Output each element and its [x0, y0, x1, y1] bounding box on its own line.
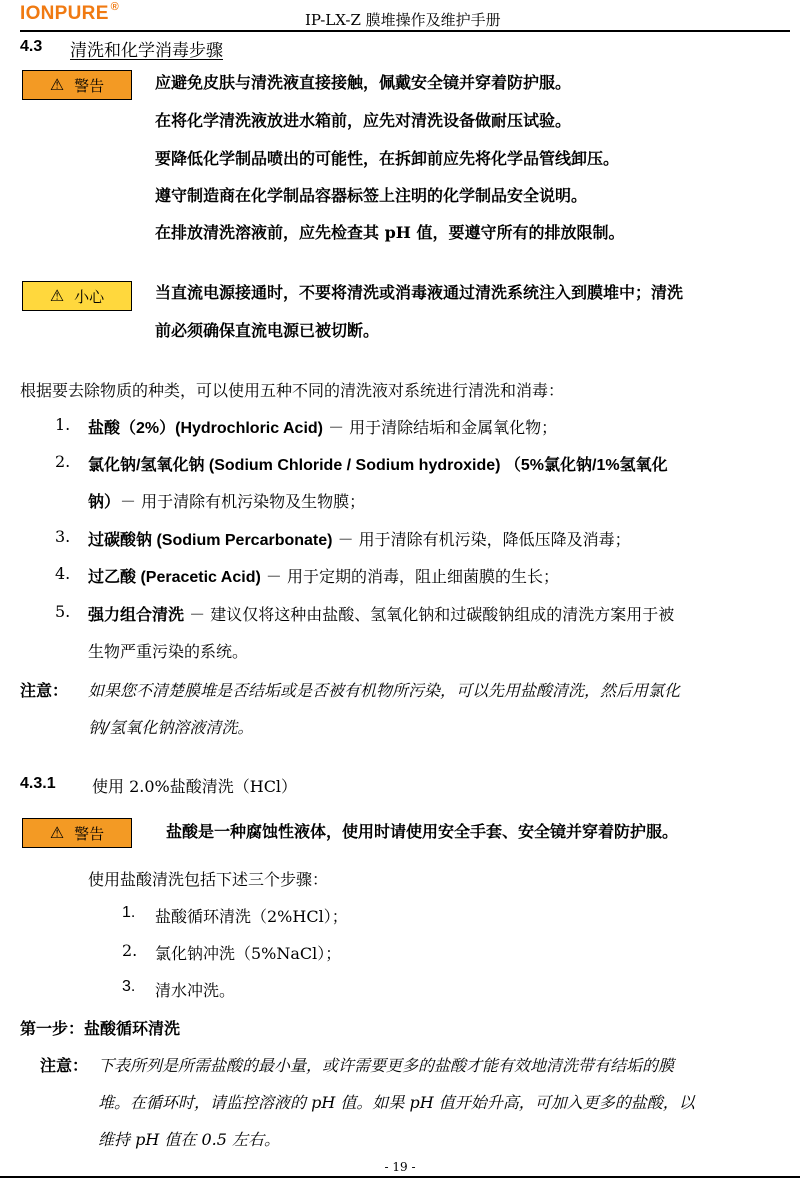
- cleaner-name: 过碳酸钠 (Sodium Percarbonate): [88, 532, 333, 549]
- list-item: [88, 415, 557, 438]
- step-number: 1.: [122, 904, 136, 921]
- cleaner-desc: － 用于清除结垢和金属氧化物；: [323, 418, 558, 437]
- warning-label: 警告: [74, 824, 105, 843]
- note-line: 堆。在循环时，请监控溶液的 pH 值。如果 pH 值开始升高，可加入更多的盐酸，以: [98, 1093, 695, 1112]
- cleaner-name: 过乙酸 (Peracetic Acid): [88, 569, 261, 586]
- warning-badge: [22, 818, 132, 848]
- cleaner-desc: － 用于清除有机污染物及生物膜；: [120, 492, 366, 511]
- list-number: 2.: [55, 452, 71, 471]
- caution-line: 当直流电源接通时，不要将清洗或消毒液通过清洗系统注入到膜堆中；清洗: [155, 283, 684, 302]
- step-number: 2.: [122, 941, 138, 960]
- subsection-number: 4.3.1: [20, 775, 56, 792]
- list-number: 3.: [55, 527, 71, 546]
- caution-badge: [22, 281, 132, 311]
- note-line: 钠/氢氧化钠溶液清洗。: [88, 718, 254, 737]
- list-item: [88, 527, 631, 550]
- registered-mark: ®: [110, 1, 120, 13]
- list-item: [88, 452, 668, 475]
- warning-line: 应避免皮肤与清洗液直接接触，佩戴安全镜并穿着防护服。: [155, 73, 572, 92]
- list-number: 5.: [55, 602, 71, 621]
- warning-line: 在将化学清洗液放进水箱前，应先对清洗设备做耐压试验。: [155, 111, 572, 130]
- step-item: 盐酸循环清洗（2%HCl）；: [155, 907, 348, 926]
- note-line: 如果您不清楚膜堆是否结垢或是否被有机物所污染，可以先用盐酸清洗，然后用氯化: [88, 681, 681, 700]
- warning-line: 盐酸是一种腐蚀性液体，使用时请使用安全手套、安全镜并穿着防护服。: [166, 822, 679, 841]
- cleaner-name: 强力组合清洗: [88, 607, 185, 624]
- list-item: [88, 602, 674, 625]
- brand-logo: [20, 3, 119, 25]
- cleaners-intro: 根据要去除物质的种类，可以使用五种不同的清洗液对系统进行清洗和消毒：: [20, 381, 565, 400]
- section-title: 清洗和化学消毒步骤: [70, 41, 223, 61]
- list-item: [88, 564, 559, 587]
- section-number: 4.3: [20, 38, 43, 55]
- note-line: 下表所列是所需盐酸的最小量，或许需要更多的盐酸才能有效地清洗带有结垢的膜: [98, 1056, 675, 1075]
- footer-rule: [0, 1176, 800, 1178]
- document-title: IP-LX-Z 膜堆操作及维护手册: [305, 11, 501, 29]
- warning-badge: [22, 70, 132, 100]
- cleaner-desc: － 用于清除有机污染，降低压降及消毒；: [332, 530, 631, 549]
- list-item-cont: 生物严重污染的系统。: [88, 642, 249, 661]
- list-number: 4.: [55, 564, 71, 583]
- page-number: - 19 -: [384, 1160, 416, 1174]
- cleaner-name: 盐酸（2%）(Hydrochloric Acid): [88, 420, 323, 437]
- cleaner-desc: － 用于定期的消毒，阻止细菌膜的生长；: [260, 567, 559, 586]
- note-label: 注意：: [20, 681, 69, 700]
- step-item: 氯化钠冲洗（5%NaCl）；: [155, 944, 342, 963]
- step1-title: 第一步：盐酸循环清洗: [20, 1019, 181, 1038]
- cleaner-desc: － 建议仅将这种由盐酸、氢氧化钠和过碳酸钠组成的清洗方案用于被: [184, 605, 675, 624]
- warning-triangle-icon: ⚠: [49, 288, 65, 305]
- warning-line: 要降低化学制品喷出的可能性，在拆卸前应先将化学品管线卸压。: [155, 149, 620, 168]
- header-rule: [20, 30, 790, 32]
- caution-label: 小心: [74, 287, 105, 306]
- steps-intro: 使用盐酸清洗包括下述三个步骤：: [88, 870, 329, 889]
- cleaner-name: 氯化钠/氢氧化钠 (Sodium Chloride / Sodium hydroxide) （5%氯化钠/1%氢氧化: [88, 457, 668, 474]
- warning-line: 遵守制造商在化学制品容器标签上注明的化学制品安全说明。: [155, 186, 588, 205]
- list-number: 1.: [55, 415, 71, 434]
- cleaner-name-cont: 钠）: [88, 494, 121, 511]
- step-item: 清水冲洗。: [155, 981, 236, 1000]
- brand-logo-text: IONPURE: [20, 3, 109, 24]
- note-label: 注意：: [40, 1056, 89, 1075]
- list-item-cont: [88, 489, 365, 512]
- warning-label: 警告: [74, 76, 105, 95]
- caution-line: 前必须确保直流电源已被切断。: [155, 321, 380, 340]
- step-number: 3.: [122, 978, 136, 995]
- note-line: 维持 pH 值在 0.5 左右。: [98, 1130, 280, 1149]
- warning-triangle-icon: ⚠: [49, 825, 65, 842]
- subsection-title: 使用 2.0%盐酸清洗（HCl）: [92, 777, 298, 796]
- warning-triangle-icon: ⚠: [49, 77, 65, 94]
- warning-line: 在排放清洗溶液前，应先检查其 pH 值，要遵守所有的排放限制。: [155, 223, 625, 242]
